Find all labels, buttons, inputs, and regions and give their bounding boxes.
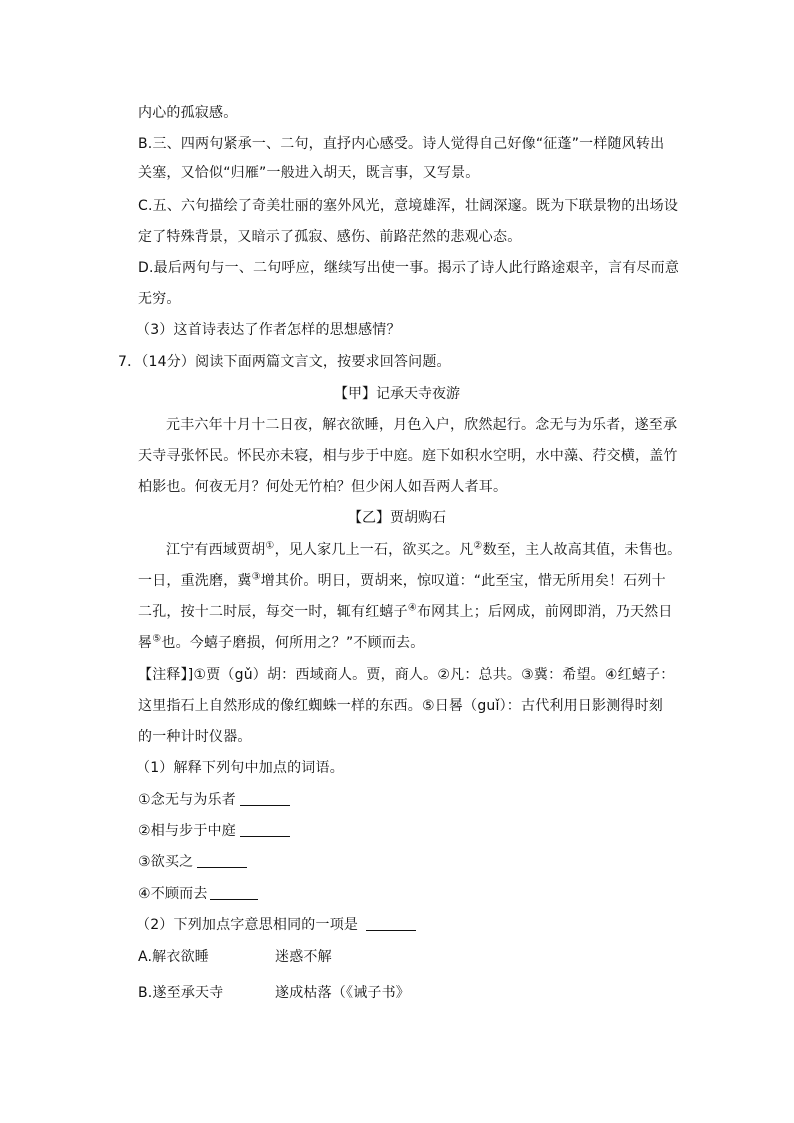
option-a-left: A.解衣欲睡 bbox=[138, 949, 209, 965]
item-2 bbox=[138, 821, 290, 841]
footnote-marker-4: ④ bbox=[407, 602, 417, 614]
option-b-line2: 关塞，又恰似“归雁”一般进入胡天，既言事，又写景。 bbox=[138, 165, 480, 181]
notes-line-2: 这里指石上自然形成的像红蜘蛛一样的东西。⑤日晷（guǐ）：古代利用日影测得时刻 bbox=[138, 698, 663, 714]
option-c-line2: 定了特殊背景，又暗示了孤寂、感伤、前路茫然的悲观心态。 bbox=[138, 229, 522, 245]
yi-text: 二孔，按十二时辰，每交一时，辄有红蟢子 bbox=[138, 604, 408, 620]
footnote-marker-5: ⑤ bbox=[152, 633, 162, 645]
jia-line-3: 柏影也。何夜无月？何处无竹柏？但少闲人如吾两人者耳。 bbox=[138, 479, 508, 495]
option-d-line2: 无穷。 bbox=[138, 291, 181, 307]
question-7-stem: 7．（14分）阅读下面两篇文言文，按要求回答问题。 bbox=[118, 354, 451, 370]
yi-text: 江宁有西域贾胡 bbox=[166, 542, 266, 558]
yi-line-2 bbox=[138, 571, 666, 591]
option-b-right: 遂成枯落（《诫子书》 bbox=[275, 985, 410, 1001]
option-b-line1: B.三、四两句紧承一、二句，直抒内心感受。诗人觉得自己好像“征蓬”一样随风转出 bbox=[138, 136, 665, 152]
notes-line-1: 【注释】]①贾（gǔ）胡：西域商人。贾，商人。②凡：总共。③冀：希望。④红蟢子： bbox=[138, 667, 675, 683]
yi-text: ，见人家几上一石，欲买之。凡 bbox=[274, 542, 474, 558]
yi-line-1 bbox=[166, 540, 681, 560]
sub-question-3: （3）这首诗表达了作者怎样的思想感情？ bbox=[136, 322, 401, 338]
item-text: ①念无与为乐者 bbox=[138, 792, 236, 808]
answer-blank[interactable] bbox=[210, 885, 258, 900]
option-b-left: B.遂至承天寺 bbox=[138, 985, 224, 1001]
notes-line-3: 的一种计时仪器。 bbox=[138, 729, 252, 745]
footnote-marker-1: ① bbox=[265, 540, 275, 552]
sub-question-1: （1）解释下列句中加点的词语。 bbox=[136, 760, 344, 776]
option-b-row bbox=[138, 983, 223, 1003]
footnote-marker-3: ③ bbox=[251, 571, 261, 583]
item-1 bbox=[138, 790, 290, 810]
item-text: ②相与步于中庭 bbox=[138, 823, 236, 839]
sub-question-2 bbox=[136, 915, 416, 935]
yi-text: 数至，主人故高其值，未售也。 bbox=[482, 542, 682, 558]
option-a-tail: 内心的孤寂感。 bbox=[138, 105, 238, 121]
option-a-right: 迷惑不解 bbox=[275, 949, 332, 965]
answer-blank[interactable] bbox=[240, 791, 290, 806]
answer-blank[interactable] bbox=[240, 822, 290, 837]
jia-line-2: 天寺寻张怀民。怀民亦未寝，相与步于中庭。庭下如积水空明，水中藻、荇交横，盖竹 bbox=[138, 448, 678, 464]
passage-yi-title: 【乙】贾胡购石 bbox=[348, 510, 446, 526]
item-text: ③欲买之 bbox=[138, 854, 194, 870]
footnote-marker-2: ② bbox=[473, 540, 483, 552]
option-a-row bbox=[138, 947, 209, 967]
jia-line-1: 元丰六年十月十二日夜，解衣欲睡，月色入户，欣然起行。念无与为乐者，遂至承 bbox=[166, 417, 678, 433]
item-3 bbox=[138, 852, 247, 872]
yi-text: 也。今蟢子磨损，何所用之？”不顾而去。 bbox=[161, 635, 425, 651]
item-text: ④不顾而去 bbox=[138, 886, 208, 902]
yi-text: 晷 bbox=[138, 635, 153, 651]
answer-blank[interactable] bbox=[366, 916, 416, 931]
answer-blank[interactable] bbox=[197, 853, 247, 868]
yi-line-4 bbox=[138, 633, 424, 653]
option-c-line1: C.五、六句描绘了奇美壮丽的塞外风光，意境雄浑，壮阔深邃。既为下联景物的出场设 bbox=[138, 198, 679, 214]
item-4 bbox=[138, 884, 258, 904]
sub-question-2-text: （2）下列加点字意思相同的一项是 bbox=[136, 917, 359, 933]
yi-text: 一日，重洗磨，冀 bbox=[138, 573, 252, 589]
yi-text: 布网其上；后网成，前网即消，乃天然日 bbox=[416, 604, 673, 620]
yi-text: 增其价。明日，贾胡来，惊叹道：“此至宝，惜无所用矣！石列十 bbox=[260, 573, 666, 589]
yi-line-3 bbox=[138, 602, 673, 622]
option-d-line1: D.最后两句与一、二句呼应，继续写出使一事。揭示了诗人此行路途艰辛，言有尽而意 bbox=[138, 260, 680, 276]
passage-jia-title: 【甲】记承天寺夜游 bbox=[334, 386, 460, 402]
